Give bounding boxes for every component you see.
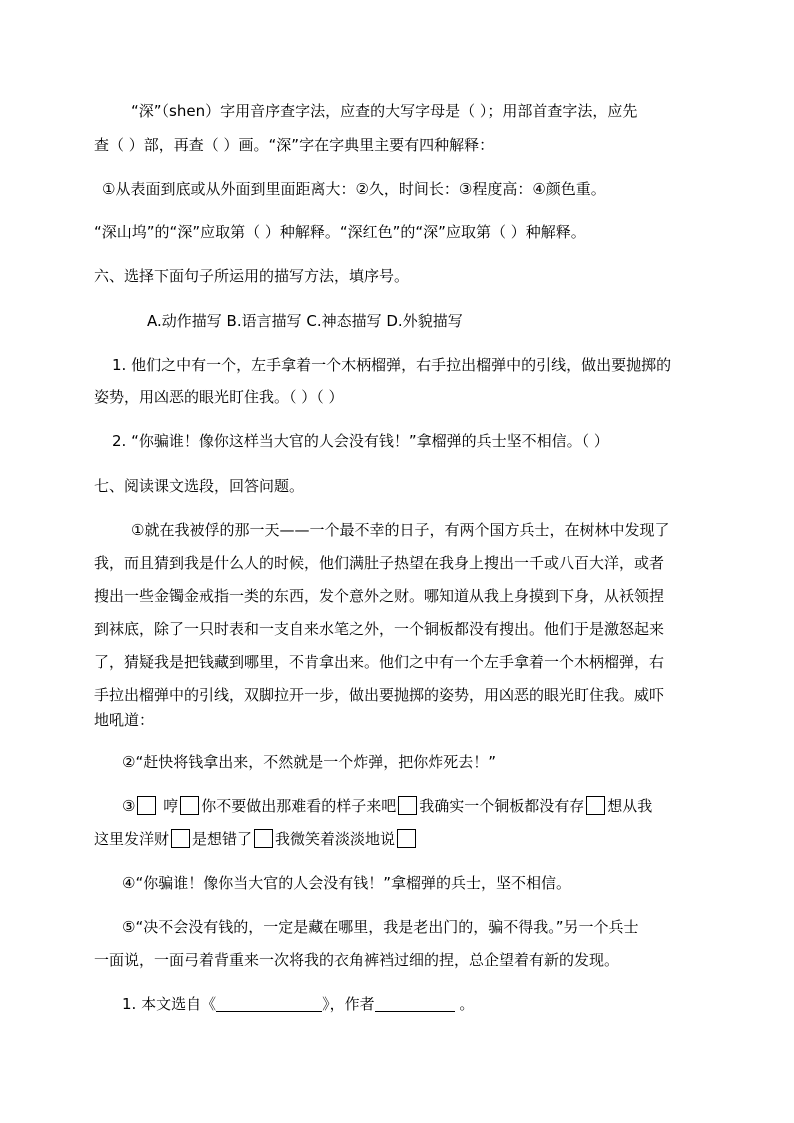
section6-q1-line1: 1. 他们之中有一个，左手拿着一个木柄榴弹，右手拉出榴弹中的引线，做出要抛掷的 — [112, 356, 672, 374]
author-blank[interactable] — [375, 995, 455, 1012]
section6-options: A.动作描写 B.语言描写 C.神态描写 D.外貌描写 — [147, 312, 463, 330]
punctuation-box[interactable] — [586, 796, 605, 815]
section5-line1: “深”（shen）字用音序查字法，应查的大写字母是（ ）；用部首查字法，应先 — [131, 102, 638, 120]
passage-line: 我，而且猜到我是什么人的时候，他们满肚子热望在我身上搜出一千或八百大洋，或者 — [94, 554, 665, 572]
passage-line: 地吼道： — [94, 711, 155, 729]
punctuation-box[interactable] — [254, 829, 273, 848]
punctuation-box[interactable] — [180, 796, 199, 815]
passage-p5-line2: 一面说，一面弓着背重来一次将我的衣角裤裆过细的捏，总企望着有新的发现。 — [94, 951, 620, 969]
p3-number: ③ — [122, 797, 136, 815]
punctuation-box[interactable] — [171, 829, 190, 848]
section5-line3: ①从表面到底或从外面到里面距离大：②久，时间长：③程度高：④颜色重。 — [102, 180, 606, 198]
book-title-blank[interactable] — [216, 995, 322, 1012]
section6-q1-line2: 姿势，用凶恶的眼光盯住我。（ ）（ ） — [94, 388, 344, 406]
question-1 — [122, 994, 474, 1014]
section6-q2: 2. “你骗谁！像你这样当大官的人会没有钱！”拿榴弹的兵士坚不相信。（ ） — [112, 432, 609, 450]
passage-line: 搜出一些金镯金戒指一类的东西，发个意外之财。哪知道从我上身摸到下身，从袄领捏 — [94, 587, 665, 605]
passage-line: 到袜底，除了一只时表和一支自来水笔之外，一个铜板都没有搜出。他们于是激怒起来 — [94, 620, 665, 638]
p3-text: 想从我 — [607, 797, 653, 815]
passage-line: ①就在我被俘的那一天——一个最不幸的日子，有两个国方兵士，在树林中发现了 — [131, 521, 670, 539]
punctuation-box[interactable] — [137, 796, 156, 815]
p3-text: 我确实一个铜板都没有存 — [419, 797, 585, 815]
section5-line2: 查（ ）部，再查（ ）画。“深”字在字典里主要有四种解释： — [94, 136, 495, 154]
passage-p4: ④“你骗谁！像你当大官的人会没有钱！”拿榴弹的兵士，坚不相信。 — [122, 874, 571, 892]
section5-line4: “深山坞”的“深”应取第（ ）种解释。“深红色”的“深”应取第（ ）种解释。 — [94, 223, 586, 241]
passage-line: 手拉出榴弹中的引线，双脚拉开一步，做出要抛掷的姿势，用凶恶的眼光盯住我。威吓 — [94, 686, 665, 704]
passage-p3-line2 — [94, 829, 418, 849]
passage-p3-line1 — [122, 796, 652, 816]
p3-text: 这里发洋财 — [94, 830, 170, 848]
p3-text: 我微笑着淡淡地说 — [275, 830, 396, 848]
punctuation-box[interactable] — [398, 796, 417, 815]
q1-suffix: 。 — [454, 995, 475, 1013]
p3-text: 哼 — [163, 797, 179, 815]
section6-heading: 六、选择下面句子所运用的描写方法，填序号。 — [94, 267, 410, 285]
passage-p2: ②“赶快将钱拿出来，不然就是一个炸弹，把你炸死去！” — [122, 753, 496, 771]
section7-heading: 七、阅读课文选段，回答问题。 — [94, 477, 305, 495]
q1-author-label: 》，作者 — [322, 995, 375, 1013]
p3-text: 你不要做出那难看的样子来吧 — [201, 797, 397, 815]
passage-p5-line1: ⑤“决不会没有钱的，一定是藏在哪里，我是老出门的，骗不得我。”另一个兵士 — [122, 918, 639, 936]
q1-prefix: 1. 本文选自《 — [122, 995, 217, 1013]
punctuation-box[interactable] — [397, 829, 416, 848]
passage-line: 了，猜疑我是把钱藏到哪里，不肯拿出来。他们之中有一个左手拿着一个木柄榴弹，右 — [94, 653, 665, 671]
p3-text: 是想错了 — [192, 830, 253, 848]
